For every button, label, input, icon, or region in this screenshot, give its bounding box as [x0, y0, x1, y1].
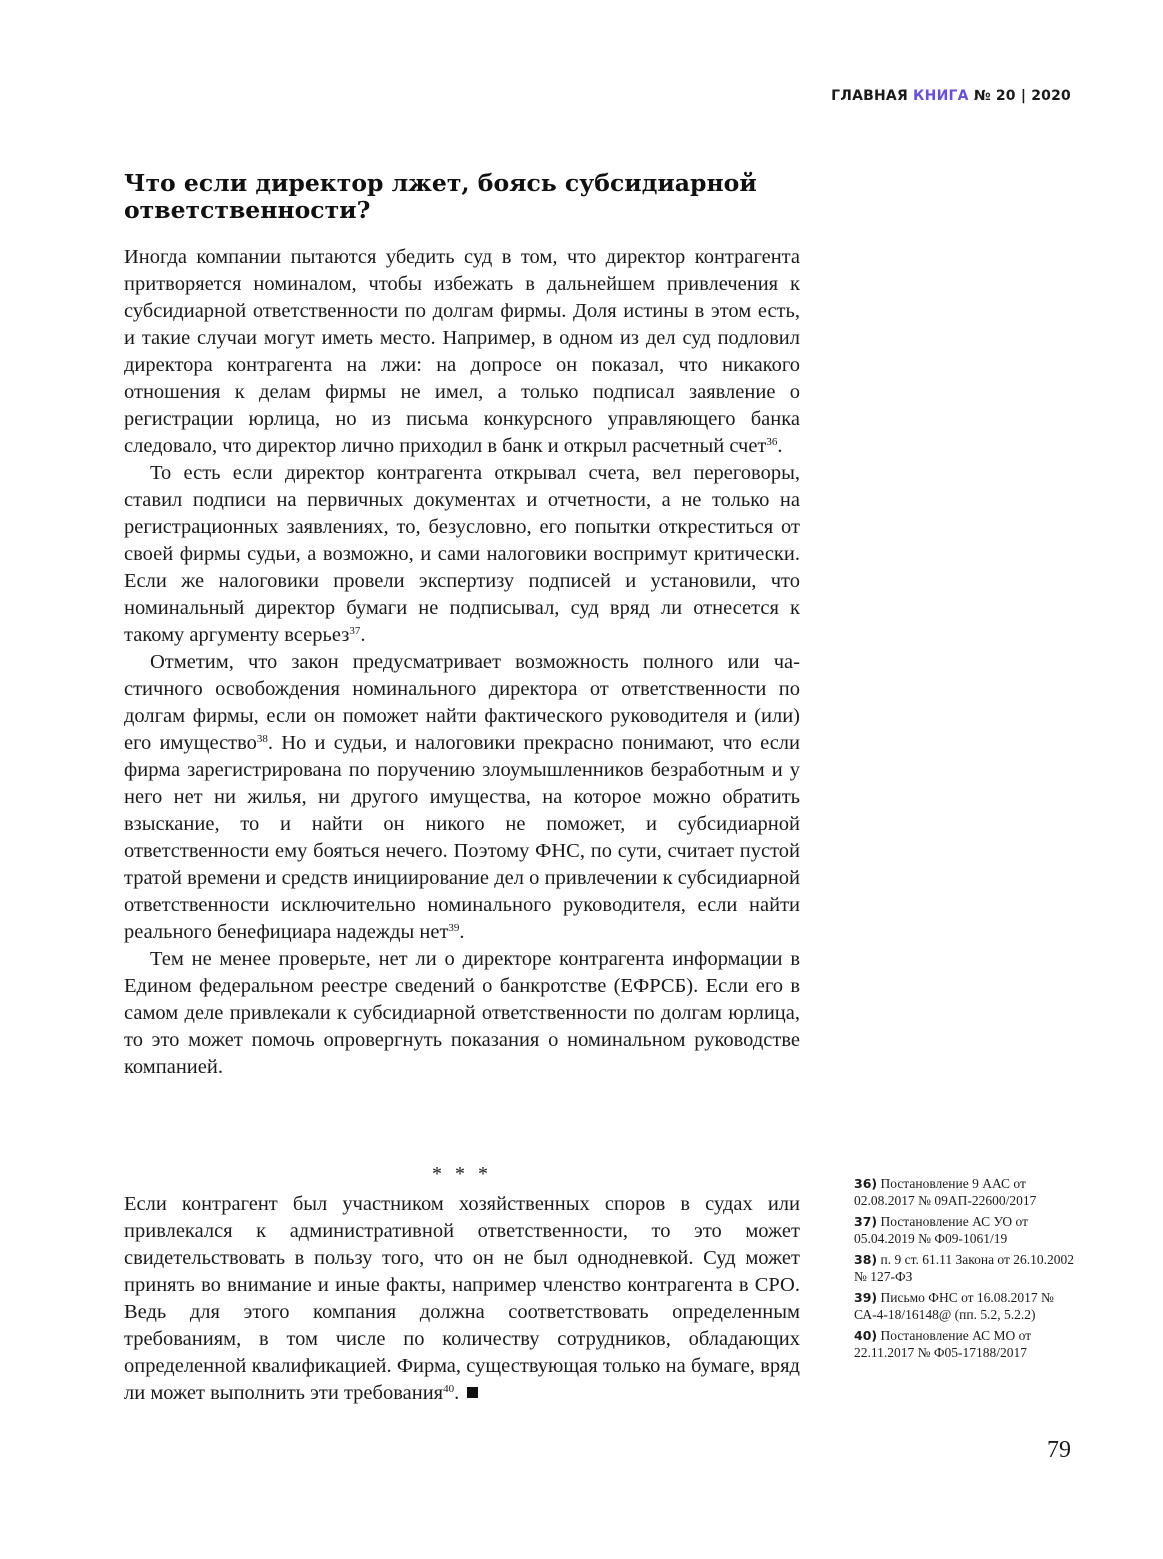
footnote-37: [854, 1214, 1084, 1247]
footnote-ref-37[interactable]: 37: [349, 625, 361, 637]
paragraph-4: Тем не менее проверьте, нет ли о директоре контрагента информации в Едином федеральном реестре сведений о банкротстве (ЕФРСБ). Если его в самом деле привлекали к субсидиарной ответственности по долгам юрлица, то это может помочь опровергнуть показания о номинальном руководстве компанией.: [124, 948, 800, 1078]
paragraph-2-end: .: [360, 624, 366, 646]
brand-accent: КНИГА: [913, 88, 969, 104]
paragraph-3-text-b: . Но и судьи, и налоговики прекрасно понимают, что если фирма зарегистрирована по поручению злоумышленников безработным и у него нет ни жилья, ни другого имущества, на которое можно обратить взыскание, то и найти он никого не поможет, и субсидиарной ответственности ему бояться нечего. Поэтому ФНС, по сути, считает пустой тратой времени и средств инициирование дел о привлечении к субсидиарной ответственности исключительно номинального руководителя, если найти реального бенефициара надежды нет: [124, 732, 801, 943]
footnote-ref-39[interactable]: 39: [448, 922, 460, 934]
footnote-number: 38): [854, 1252, 878, 1267]
footnote-ref-38[interactable]: 38: [256, 733, 268, 745]
brand-main: ГЛАВНАЯ: [831, 88, 908, 104]
paragraph-5: [124, 1191, 800, 1407]
footnote-38: [854, 1252, 1084, 1285]
paragraph-3-text-a: Отметим, что закон предусматривает возможность полного или частичного освобождения номинального директора от ответственности по долгам фирмы, если он поможет найти фактического руководителя и (или) его имущество: [124, 651, 800, 754]
footnote-40: [854, 1328, 1084, 1361]
footnotes-column: [854, 1176, 1084, 1366]
article-title: Что если директор лжет, боясь субсидиарной ответственности?: [124, 169, 757, 224]
paragraph-1-text: Иногда компании пытаются убедить суд в том, что директор контрагента притворяется номиналом, чтобы избежать в дальнейшем привлечения к субсидиарной ответственности по долгам фирмы. Доля истины в этом есть, и такие случаи могут иметь место. Например, в одном из дел суд подловил директора контрагента на лжи: на допросе он показал, что никакого отношения к делам фирмы не имел, а только подписал заявление о регистрации юрлица, но из письма конкурсного управляющего банка следовало, что директор лично приходил в банк и открыл расчетный счет: [124, 246, 800, 457]
article-body: [124, 244, 800, 1081]
footnote-number: 37): [854, 1214, 878, 1229]
article-body-final: [124, 1191, 800, 1407]
section-separator: * * *: [432, 1163, 492, 1185]
footnote-text: Постановление 9 ААС от 02.08.2017 № 09АП-22600/2017: [854, 1176, 1037, 1208]
page-number: 79: [1047, 1437, 1071, 1463]
footnote-text: Письмо ФНС от 16.08.2017 № СА-4-18/16148@ (пп. 5.2, 5.2.2): [854, 1290, 1054, 1322]
end-of-article-mark: [467, 1387, 478, 1398]
footnote-text: Постановление АС МО от 22.11.2017 № Ф05-17188/2017: [854, 1328, 1032, 1360]
footnote-text: Постановление АС УО от 05.04.2019 № Ф09-1061/19: [854, 1214, 1029, 1246]
running-header: [831, 88, 1071, 104]
paragraph-2: [124, 460, 800, 649]
footnote-number: 39): [854, 1290, 878, 1305]
header-separator: |: [1020, 88, 1027, 104]
paragraph-5-text: Если контрагент был участником хозяйственных споров в судах или привлекался к административной ответственности, то это может свидетельствовать в пользу того, что он не был однодневкой. Суд может принять во внимание и иные факты, например членство контрагента в СРО. Ведь для этого компания должна соответствовать определенным требованиям, в том числе по количеству сотрудников, обладающих определенной квалификацией. Фирма, существующая только на бумаге, вряд ли может выполнить эти требования: [124, 1193, 800, 1404]
paragraph-3: [124, 649, 800, 946]
footnote-39: [854, 1290, 1084, 1323]
issue-number: № 20: [973, 88, 1016, 104]
footnote-ref-40[interactable]: 40: [443, 1383, 455, 1395]
footnote-number: 40): [854, 1328, 878, 1343]
paragraph-2-text: То есть если директор контрагента открывал счета, вел переговоры, ставил подписи на первичных документах и отчетности, а не только на регистрационных заявлениях, то, безусловно, его попытки откреститься от своей фирмы судьи, а возможно, и сами налоговики воспримут критически. Если же налоговики провели экспертизу подписей и установили, что номинальный директор бумаги не подписывал, суд вряд ли отнесется к такому аргументу всерьез: [124, 462, 800, 646]
paragraph-3-end: .: [459, 921, 465, 943]
issue-year: 2020: [1031, 88, 1071, 104]
paragraph-1-end: .: [777, 435, 783, 457]
paragraph-5-end: .: [454, 1382, 460, 1404]
footnote-number: 36): [854, 1176, 878, 1191]
footnote-36: [854, 1176, 1084, 1209]
footnote-text: п. 9 ст. 61.11 Закона от 26.10.2002 № 127-ФЗ: [854, 1252, 1075, 1284]
footnote-ref-36[interactable]: 36: [766, 436, 778, 448]
paragraph-1: [124, 244, 800, 460]
